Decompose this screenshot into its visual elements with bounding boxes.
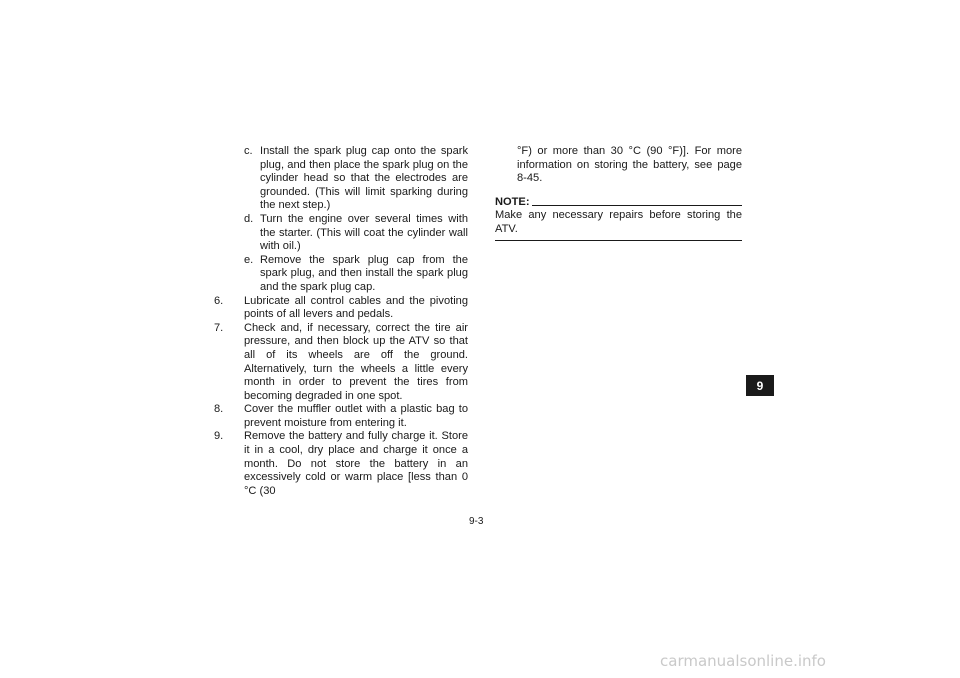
right-column — [495, 145, 742, 241]
sub-step-e — [244, 254, 468, 295]
step-9-continuation: °F) or more than 30 °C (90 °F)]. For more information on storing the battery, see page 8-45. — [517, 145, 742, 185]
step-text: Remove the battery and fully charge it. Store it in a cool, dry place and charge it once a month. Do not store the battery in an excessively cold or warm place [less than 0 °C (30 — [244, 430, 468, 497]
step-9 — [214, 430, 468, 498]
step-text: Lubricate all control cables and the pivoting points of all levers and pedals. — [244, 294, 468, 321]
left-column — [214, 145, 468, 498]
step-text: Check and, if necessary, correct the tire air pressure, and then block up the ATV so that all of its wheels are off the ground. Alternatively, turn the wheels a little every month in order to prevent the tires from becoming degraded in one spot. — [244, 321, 468, 402]
step-7 — [214, 322, 468, 404]
sub-step-label: d. — [244, 212, 254, 225]
step-6 — [214, 295, 468, 322]
note-text: Make any necessary repairs before storing the ATV. — [495, 209, 742, 240]
watermark: carmanualsonline.info — [660, 652, 826, 670]
step-label: 8. — [214, 403, 224, 416]
sub-step-text: Remove the spark plug cap from the spark plug, and then install the spark plug and the spark plug cap. — [260, 253, 468, 293]
step-text: Cover the muffler outlet with a plastic bag to prevent moisture from entering it. — [244, 403, 468, 429]
sub-step-text: Turn the engine over several times with the starter. (This will coat the cylinder wall with oil.) — [260, 212, 468, 253]
step-label: 7. — [214, 321, 224, 334]
sub-step-label: e. — [244, 253, 254, 266]
sub-step-text: Install the spark plug cap onto the spark plug, and then place the spark plug on the cylinder head so that the electrodes are grounded. (This will limit sparking during the next step.) — [260, 145, 468, 212]
note-rule — [532, 205, 742, 206]
note-header — [495, 196, 742, 210]
sub-step-c — [244, 145, 468, 213]
sub-step-d — [244, 213, 468, 254]
step-label: 9. — [214, 430, 224, 443]
sub-step-label: c. — [244, 145, 253, 157]
page-number: 9-3 — [469, 516, 484, 527]
step-label: 6. — [214, 294, 224, 307]
step-8 — [214, 403, 468, 430]
note-label: NOTE: — [495, 195, 530, 208]
chapter-tab: 9 — [746, 375, 774, 396]
note-box — [495, 196, 742, 241]
